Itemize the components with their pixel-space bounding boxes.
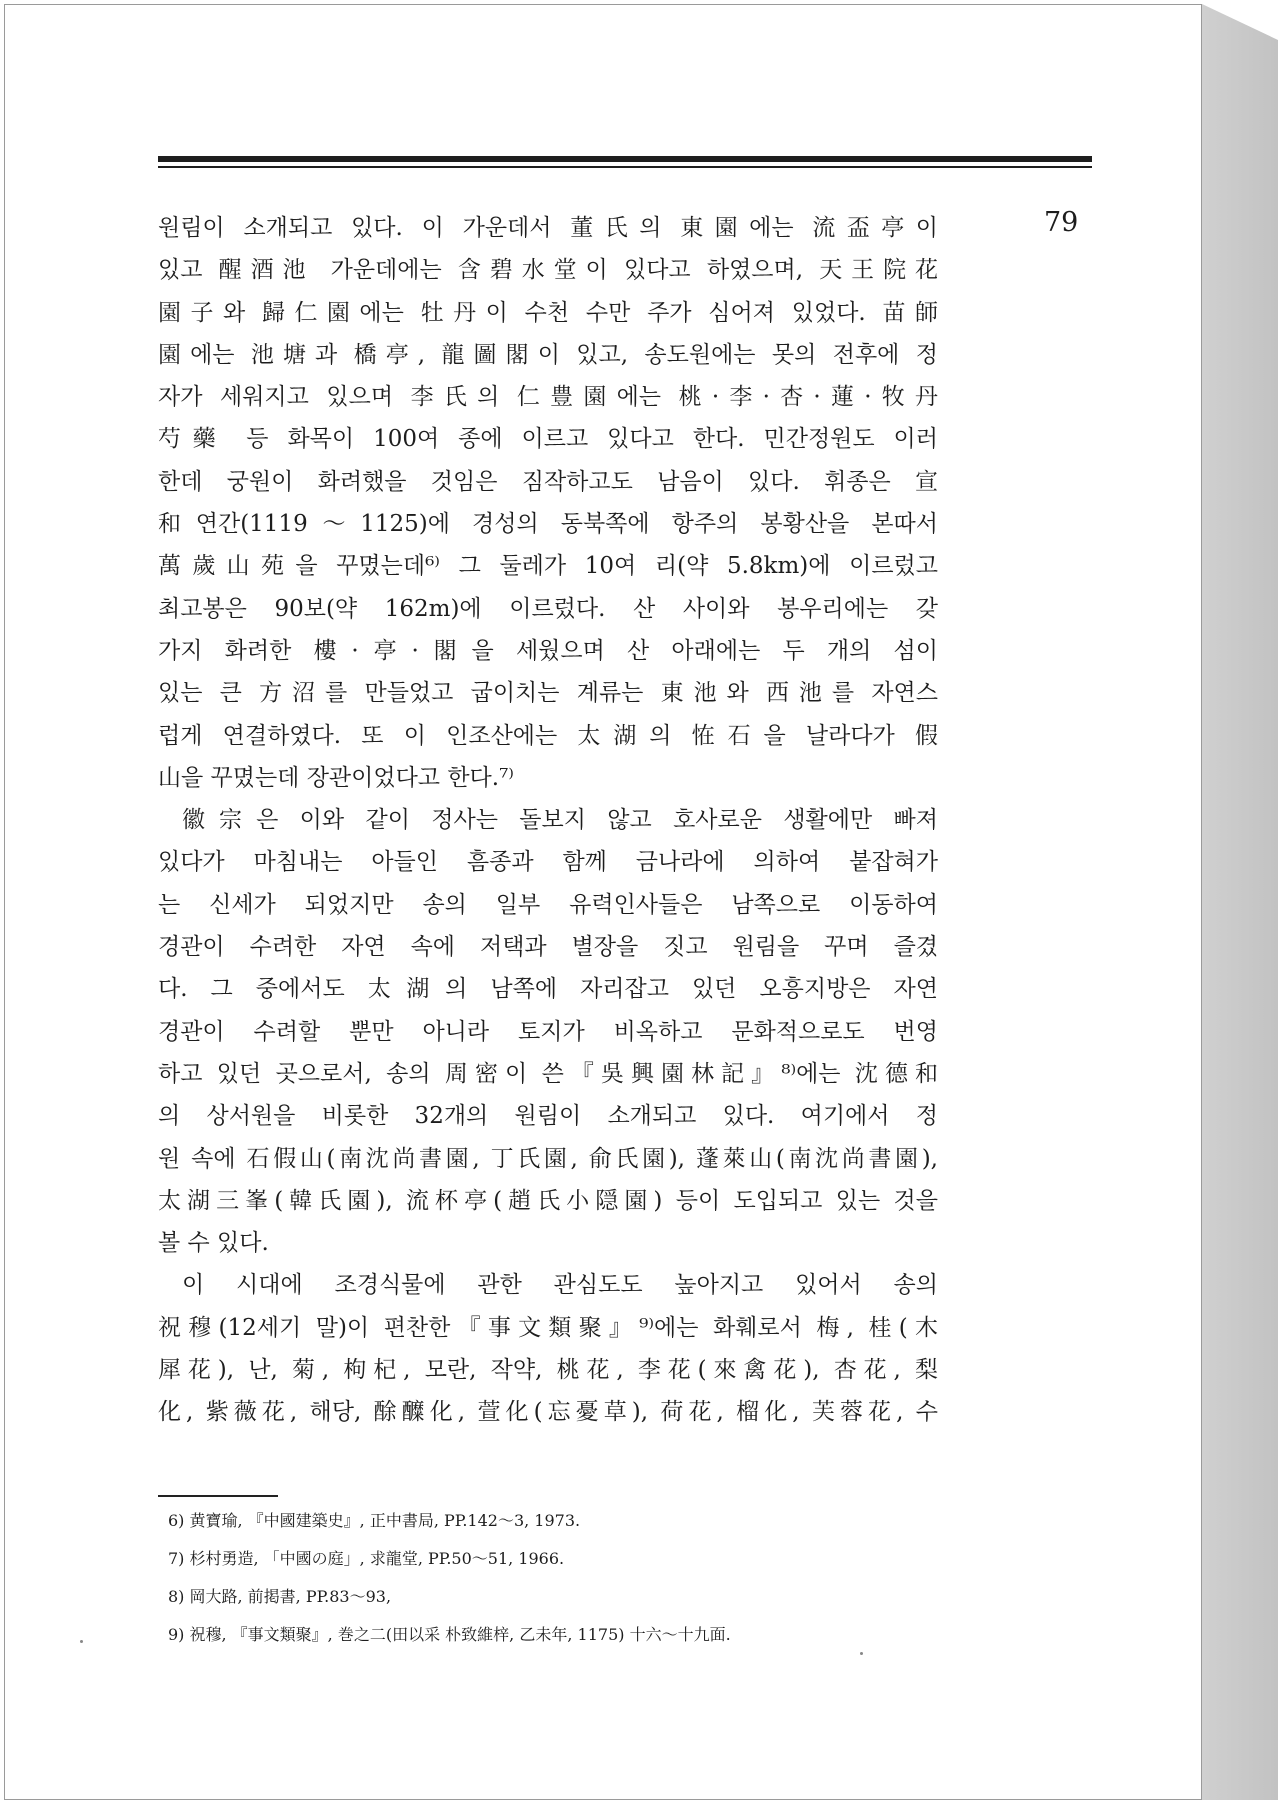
- text-line: 徽宗은 이와 같이 정사는 돌보지 않고 호사로운 생활에만 빠져: [182, 807, 938, 834]
- text-line: 園에는 池塘과 橋亭, 龍圖閣이 있고, 송도원에는 못의 전후에 정: [158, 341, 938, 368]
- text-line: 의 상서원을 비롯한 32개의 원림이 소개되고 있다. 여기에서 정: [158, 1103, 938, 1130]
- footnote: 9) 祝穆, 『事文類聚』, 巻之二(田以采 朴致維梓, 乙未年, 1175) 十六～十九面.: [168, 1625, 731, 1644]
- text-line: 園子와 歸仁園에는 牡丹이 수천 수만 주가 심어져 있었다. 苗師: [158, 299, 938, 326]
- text-line: 가지 화려한 樓·亭·閣을 세웠으며 산 아래에는 두 개의 섬이: [158, 637, 938, 664]
- page-number: 79: [1044, 207, 1079, 238]
- text-line: 다. 그 중에서도 太湖의 남쪽에 자리잡고 있던 오흥지방은 자연: [158, 976, 938, 1003]
- text-line: 는 신세가 되었지만 송의 일부 유력인사들은 남쪽으로 이동하여: [158, 891, 938, 918]
- text-line: 자가 세워지고 있으며 李氏의 仁豊園에는 桃·李·杏·蓮·牧丹: [158, 384, 938, 411]
- footnotes: [168, 1502, 948, 1654]
- text-line: 볼 수 있다.: [158, 1230, 269, 1257]
- text-line: 芍藥 등 화목이 100여 종에 이르고 있다고 한다. 민간정원도 이러: [158, 426, 938, 453]
- body-text: [158, 207, 938, 1434]
- text-line: 최고봉은 90보(약 162m)에 이르렀다. 산 사이와 봉우리에는 갖: [158, 595, 938, 622]
- text-line: 和연간(1119～1125)에 경성의 동북쪽에 항주의 봉황산을 본따서: [158, 511, 938, 538]
- header-rule-thick: [158, 156, 1092, 162]
- text-line: 이 시대에 조경식물에 관한 관심도도 높아지고 있어서 송의: [182, 1272, 938, 1299]
- text-line: 원 속에 石假山(南沈尚書園, 丁氏園, 俞氏園), 蓬萊山(南沈尚書園),: [158, 1145, 938, 1172]
- text-line: 있는 큰 方沼를 만들었고 굽이치는 계류는 東池와 西池를 자연스: [158, 680, 938, 707]
- footnote: 6) 黄寶瑜, 『中國建築史』, 正中書局, PP.142～3, 1973.: [168, 1511, 581, 1530]
- footnote: 7) 杉村勇造, 「中國の庭」, 求龍堂, PP.50～51, 1966.: [168, 1549, 565, 1568]
- text-line: 犀花), 난, 菊, 枸杞, 모란, 작약, 桃花, 李花(來禽花), 杏花, 梨: [158, 1357, 938, 1384]
- text-line: 원림이 소개되고 있다. 이 가운데서 董氏의 東園에는 流盃亭이: [158, 215, 938, 241]
- text-line: 경관이 수려할 뿐만 아니라 토지가 비옥하고 문화적으로도 번영: [158, 1018, 938, 1045]
- header-rule-thin: [158, 166, 1092, 168]
- page-edge-shadow: [1202, 4, 1278, 1800]
- text-line: 萬歲山苑을 꾸몄는데⁶⁾ 그 둘레가 10여 리(약 5.8km)에 이르렀고: [158, 553, 938, 580]
- text-line: 럽게 연결하였다. 또 이 인조산에는 太湖의 恠石을 날라다가 假: [158, 722, 938, 749]
- footnote: 8) 岡大路, 前掲書, PP.83～93,: [168, 1587, 392, 1606]
- scan-speck: [860, 1652, 863, 1655]
- text-line: 경관이 수려한 자연 속에 저택과 별장을 짓고 원림을 꾸며 즐겼: [158, 934, 938, 961]
- text-line: 太湖三峯(韓氏園), 流杯亭(趙氏小隠園) 등이 도입되고 있는 것을: [158, 1187, 938, 1214]
- text-line: 있고 醒酒池 가운데에는 含碧水堂이 있다고 하였으며, 天王院花: [158, 257, 938, 284]
- text-line: 한데 궁원이 화려했을 것임은 짐작하고도 남음이 있다. 휘종은 宣: [158, 468, 938, 495]
- footnote-rule: [158, 1495, 278, 1497]
- text-line: 祝穆(12세기 말)이 편찬한『事文類聚』⁹⁾에는 화훼로서 梅, 桂(木: [158, 1314, 938, 1341]
- text-line: 化, 紫薇花, 해당, 酴醾化, 萱化(忘憂草), 荷花, 榴化, 芙蓉花, 수: [158, 1399, 938, 1426]
- scan-speck: [80, 1640, 83, 1643]
- text-line: 있다가 마침내는 아들인 흠종과 함께 금나라에 의하여 붙잡혀가: [158, 849, 938, 876]
- text-line: 하고 있던 곳으로서, 송의 周密이 쓴『吳興園林記』⁸⁾에는 沈德和: [158, 1060, 938, 1087]
- text-line: 山을 꾸몄는데 장관이었다고 한다.⁷⁾: [158, 764, 514, 791]
